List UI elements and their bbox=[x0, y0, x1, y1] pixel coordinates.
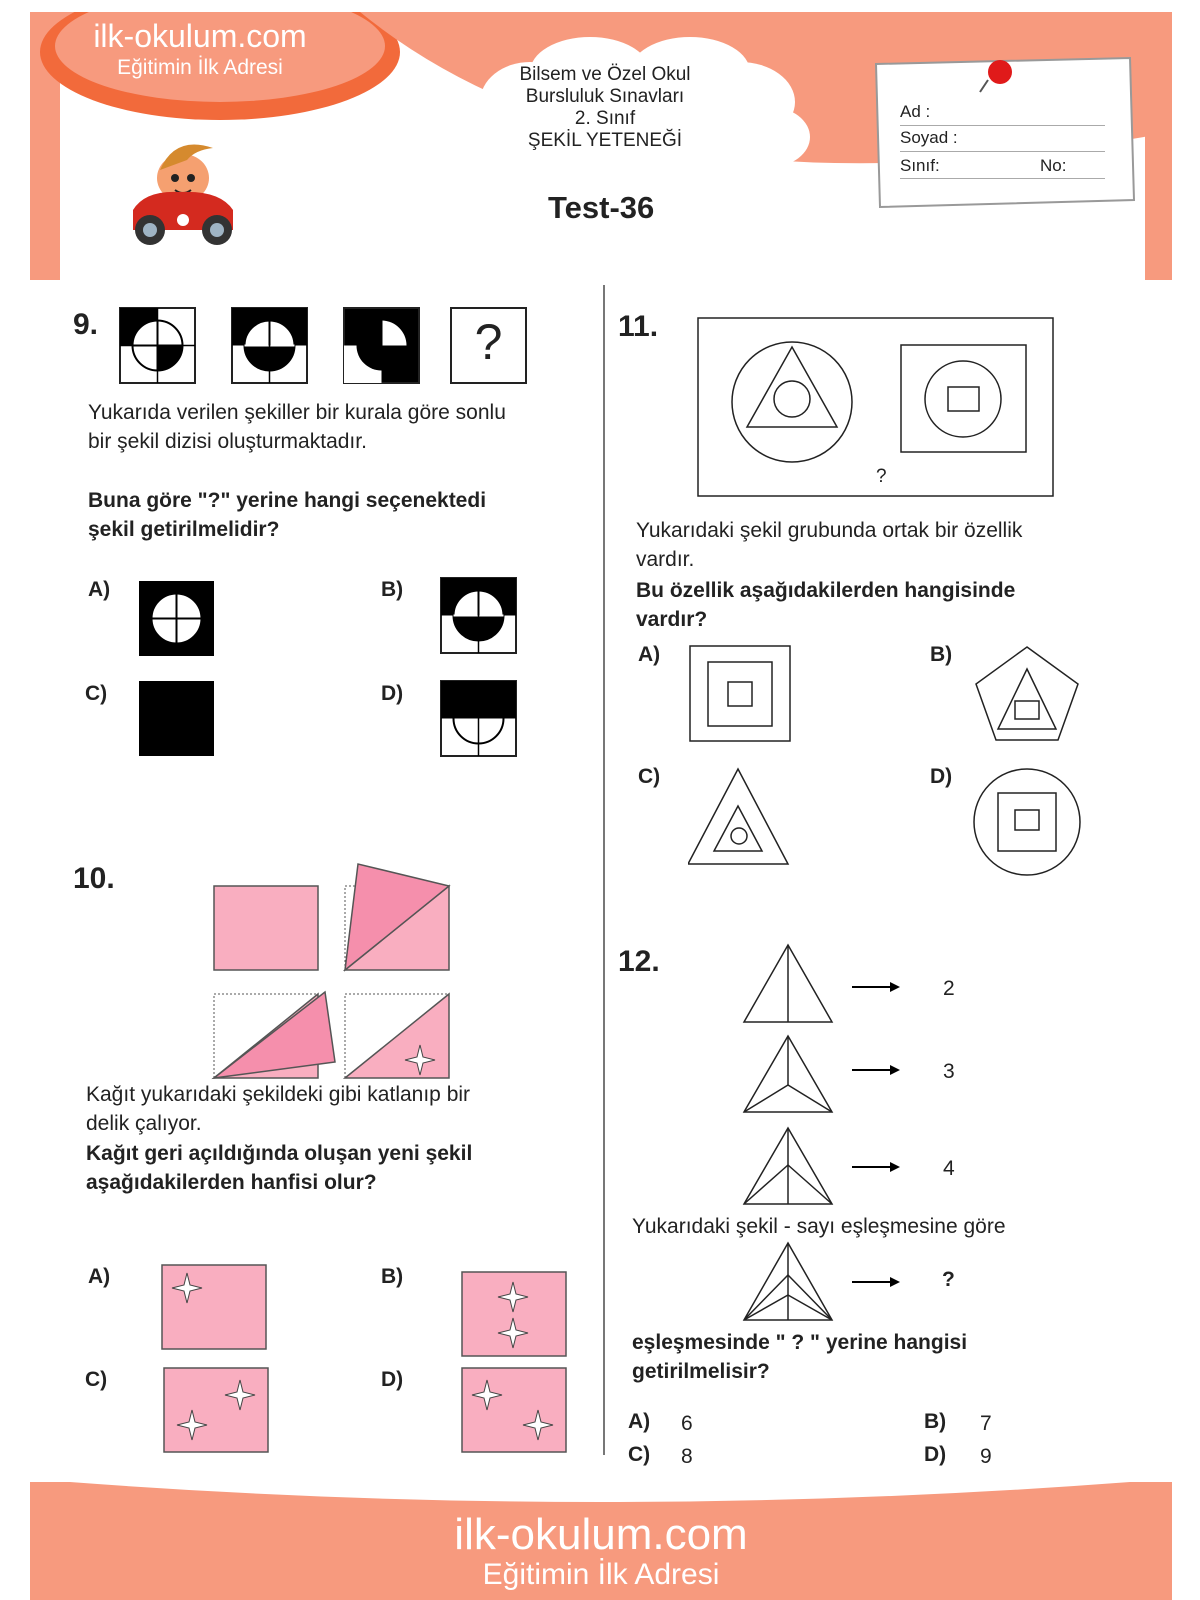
test-title: Test-36 bbox=[548, 190, 655, 225]
card-sinif-line bbox=[900, 178, 1105, 179]
q9-option-a[interactable]: A) bbox=[88, 578, 111, 601]
q9-option-b[interactable]: B) bbox=[381, 578, 404, 601]
q12-option-d-value[interactable]: 9 bbox=[980, 1445, 992, 1468]
q11-option-a[interactable]: A) bbox=[638, 643, 661, 666]
cloud-line: 2. Sınıf bbox=[574, 108, 636, 129]
q12-option-d[interactable]: D) bbox=[924, 1443, 947, 1466]
q12-unknown-triangle bbox=[740, 1240, 910, 1325]
q10-option-b[interactable]: B) bbox=[381, 1265, 404, 1288]
q12-unknown-mark: ? bbox=[942, 1268, 955, 1291]
q10-text-2: delik çalıyor. bbox=[86, 1112, 202, 1135]
q9-option-d-figure[interactable] bbox=[440, 680, 518, 758]
q11-number: 11. bbox=[618, 310, 659, 343]
q9-option-c[interactable]: C) bbox=[85, 682, 108, 705]
cloud-line: Bursluluk Sınavları bbox=[525, 86, 685, 107]
q12-option-a-value[interactable]: 6 bbox=[681, 1412, 693, 1435]
q10-option-b-figure[interactable] bbox=[460, 1270, 570, 1362]
footer-site-name[interactable]: ilk-okulum.com bbox=[454, 1510, 748, 1559]
q10-question-1: Kağıt geri açıldığında oluşan yeni şekil bbox=[86, 1142, 473, 1165]
q10-option-d-figure[interactable] bbox=[460, 1366, 570, 1458]
card-sinif-label: Sınıf: bbox=[900, 156, 940, 175]
q10-option-a-figure[interactable] bbox=[160, 1263, 270, 1355]
q11-option-d[interactable]: D) bbox=[930, 765, 953, 788]
card-ad-label: Ad : bbox=[900, 102, 931, 121]
q12-option-b-value[interactable]: 7 bbox=[980, 1412, 992, 1435]
q10-option-a[interactable]: A) bbox=[88, 1265, 111, 1288]
q12-text: Yukarıdaki şekil - sayı eşleşmesine göre bbox=[632, 1215, 1006, 1238]
q11-option-b-figure[interactable] bbox=[972, 644, 1082, 744]
cloud-line: ŞEKİL YETENEĞİ bbox=[527, 130, 683, 151]
q9-unknown-mark: ? bbox=[474, 314, 503, 370]
car-cartoon-icon bbox=[125, 130, 240, 250]
q10-text-1: Kağıt yukarıdaki şekildeki gibi katlanıp bir bbox=[86, 1083, 471, 1106]
q9-question-1: Buna göre "?" yerine hangi seçenektedi bbox=[88, 489, 487, 512]
q10-option-c[interactable]: C) bbox=[85, 1368, 108, 1391]
q12-question-1: eşleşmesinde " ? " yerine hangisi bbox=[632, 1331, 968, 1354]
header-site-name[interactable]: ilk-okulum.com bbox=[93, 18, 307, 54]
q9-text-2: bir şekil dizisi oluşturmaktadır. bbox=[88, 430, 367, 453]
q10-option-c-figure[interactable] bbox=[162, 1366, 272, 1458]
q9-option-d[interactable]: D) bbox=[381, 682, 404, 705]
q9-question-2: şekil getirilmelidir? bbox=[88, 518, 280, 541]
q12-count-1: 2 bbox=[943, 977, 955, 1000]
q11-unknown-mark: ? bbox=[876, 466, 887, 487]
q10-question-2: aşağıdakilerden hanfisi olur? bbox=[86, 1171, 377, 1194]
q11-text-1: Yukarıdaki şekil grubunda ortak bir özellik bbox=[636, 519, 1023, 542]
footer-slogan: Eğitimin İlk Adresi bbox=[482, 1558, 720, 1591]
q12-number: 12. bbox=[618, 945, 660, 978]
card-no-label: No: bbox=[1040, 156, 1067, 175]
q12-count-2: 3 bbox=[943, 1060, 955, 1083]
q11-option-a-figure[interactable] bbox=[688, 644, 792, 744]
q11-option-c-figure[interactable] bbox=[688, 766, 792, 866]
q11-option-b[interactable]: B) bbox=[930, 643, 953, 666]
q9-option-a-figure[interactable] bbox=[138, 580, 216, 658]
q10-folding-steps bbox=[205, 862, 460, 1082]
q9-option-c-figure[interactable] bbox=[138, 680, 216, 758]
q11-option-c[interactable]: C) bbox=[638, 765, 661, 788]
q12-option-c-value[interactable]: 8 bbox=[681, 1445, 693, 1468]
q9-text-1: Yukarıda verilen şekiller bir kurala göre sonlu bbox=[88, 401, 506, 424]
q10-option-d[interactable]: D) bbox=[381, 1368, 404, 1391]
q12-option-a[interactable]: A) bbox=[628, 1410, 651, 1433]
q12-option-c[interactable]: C) bbox=[628, 1443, 651, 1466]
header-cloud-text bbox=[490, 64, 720, 152]
q12-option-b[interactable]: B) bbox=[924, 1410, 947, 1433]
card-soyad-label: Soyad : bbox=[900, 128, 958, 147]
q9-option-b-figure[interactable] bbox=[440, 577, 518, 655]
column-divider bbox=[603, 285, 605, 1455]
q11-text-2: vardır. bbox=[636, 548, 695, 571]
q11-question-1: Bu özellik aşağıdakilerden hangisinde bbox=[636, 579, 1016, 602]
card-ad-line bbox=[900, 125, 1105, 126]
q9-number: 9. bbox=[73, 308, 99, 341]
card-soyad-line bbox=[900, 151, 1105, 152]
q10-number: 10. bbox=[73, 862, 115, 895]
cloud-line: Bilsem ve Özel Okul bbox=[519, 64, 691, 85]
header-slogan: Eğitimin İlk Adresi bbox=[117, 56, 283, 79]
q11-question-2: vardır? bbox=[636, 608, 708, 631]
q12-count-3: 4 bbox=[943, 1157, 955, 1180]
q11-option-d-figure[interactable] bbox=[972, 767, 1084, 879]
q12-question-2: getirilmelisir? bbox=[632, 1360, 770, 1383]
